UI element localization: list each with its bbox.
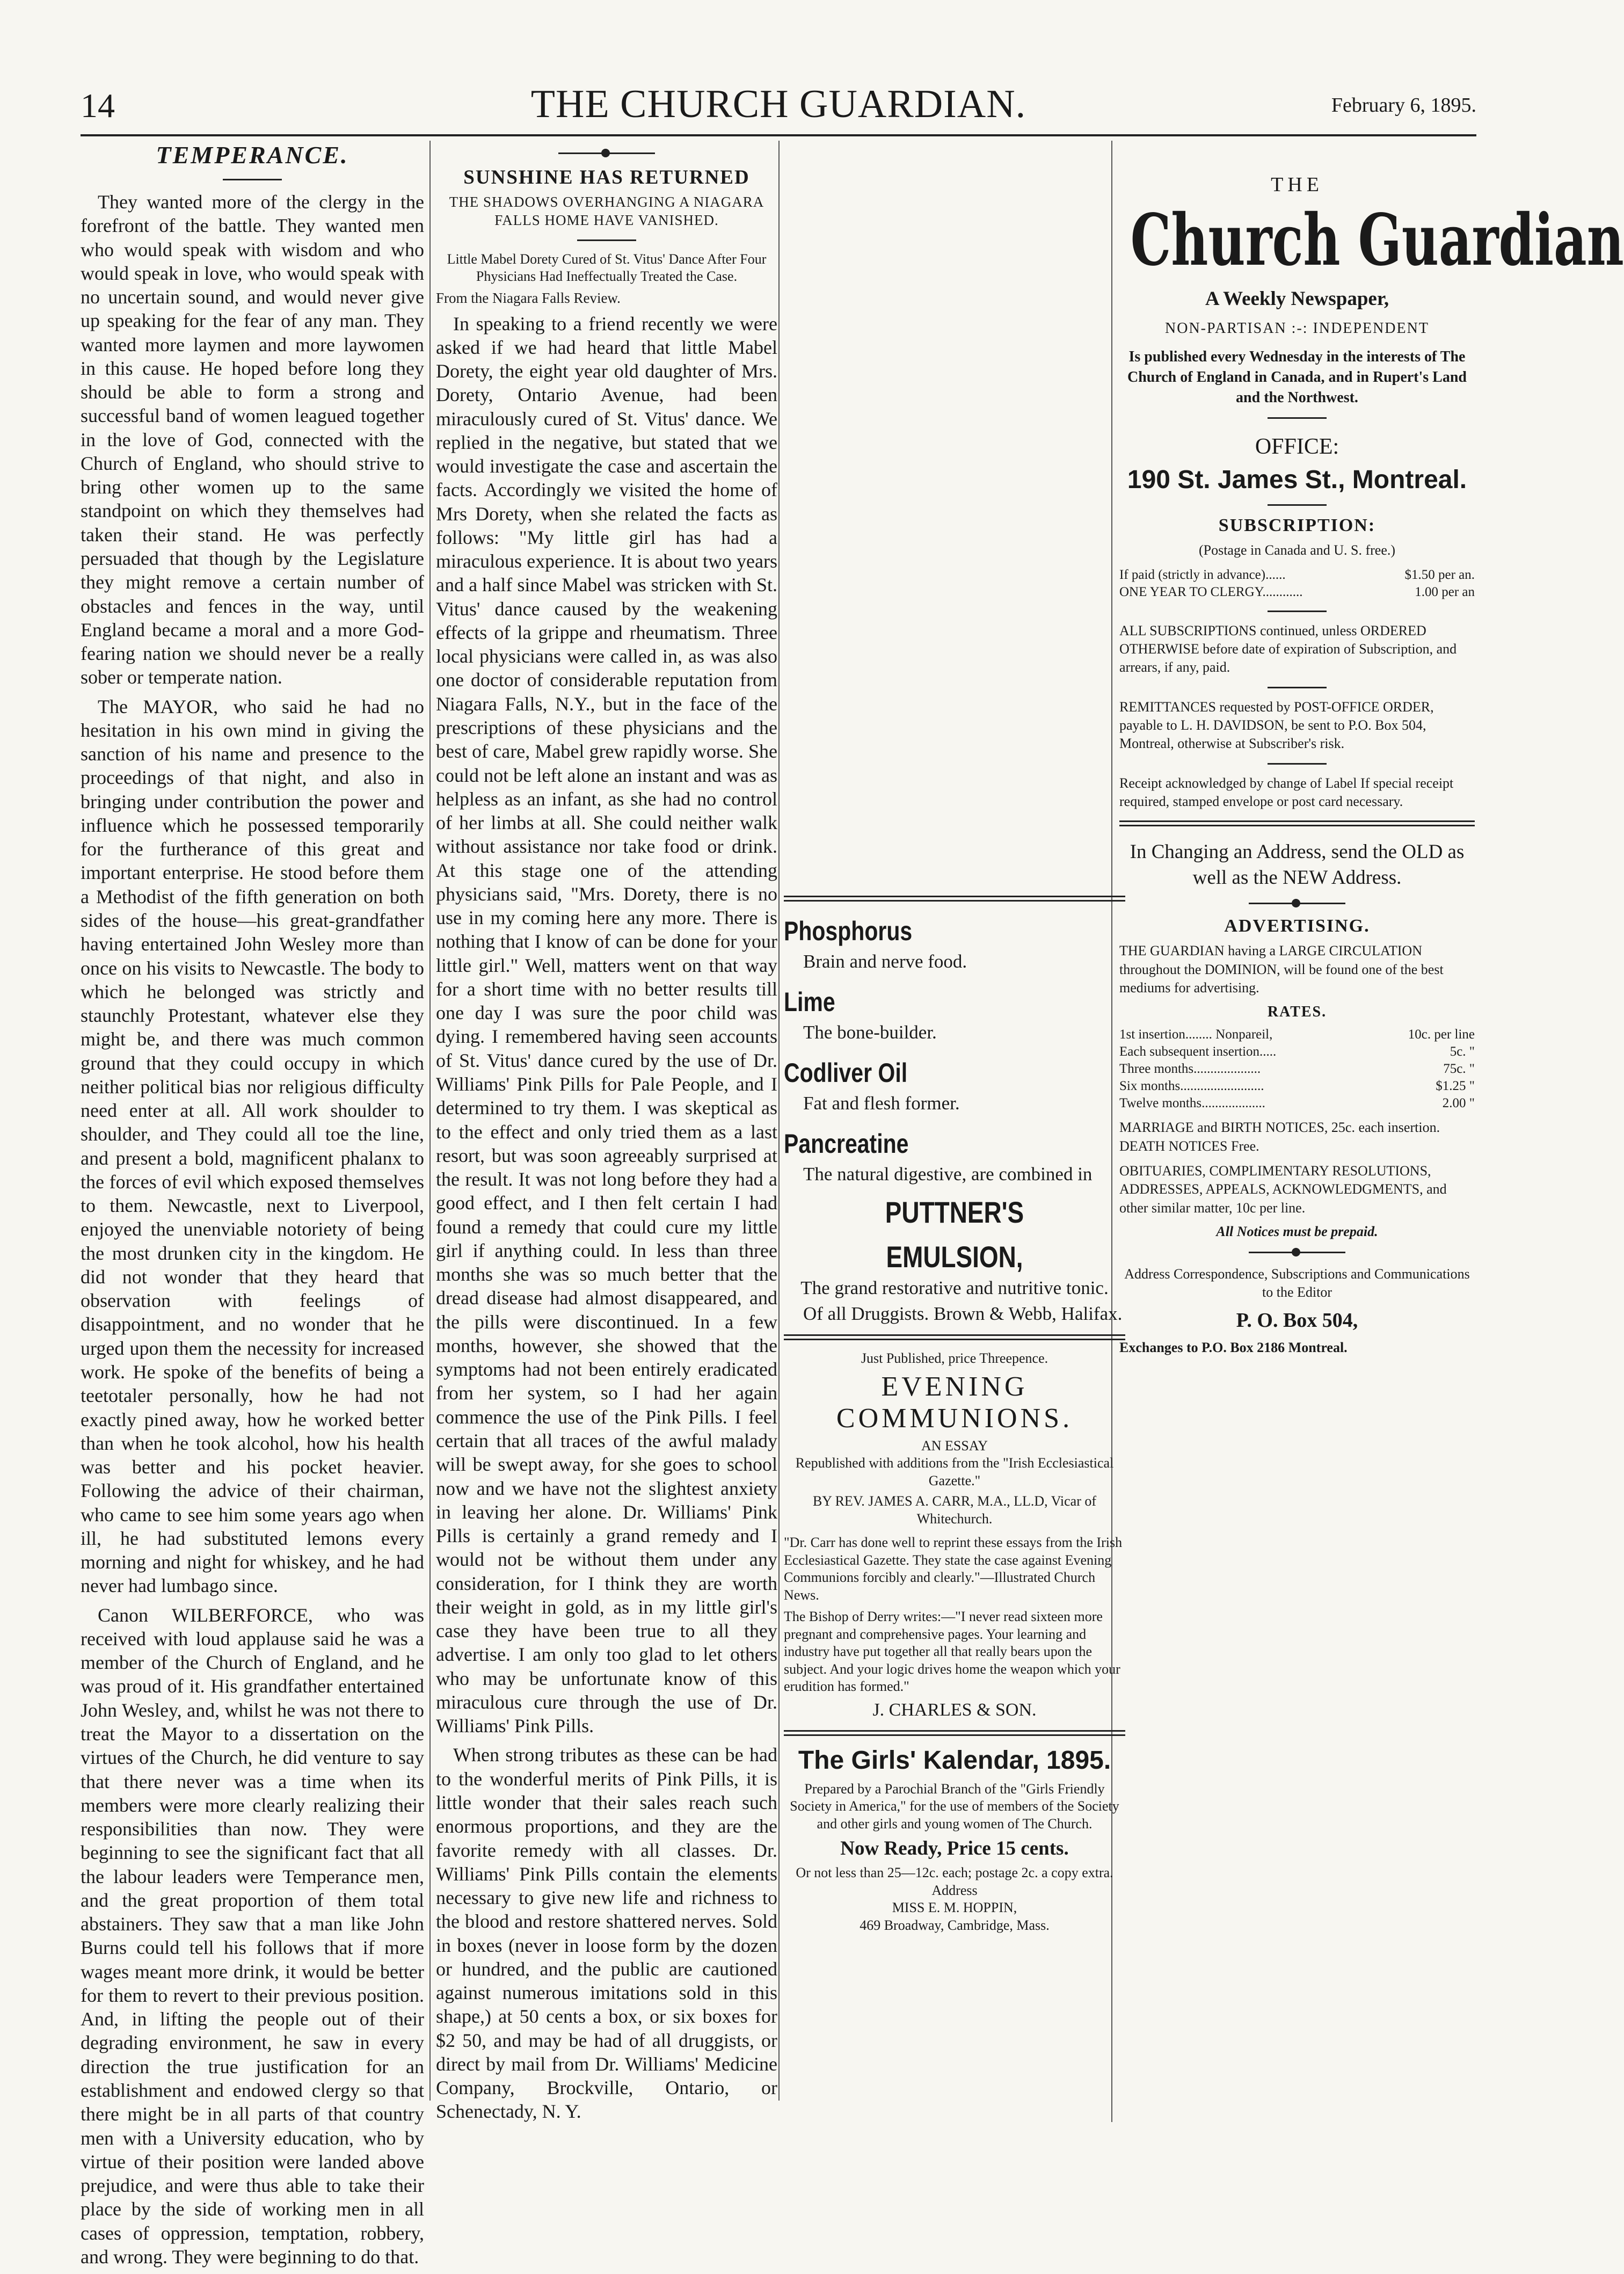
table-row <box>1119 1078 1475 1095</box>
divider <box>1249 903 1345 904</box>
masthead-nonpartisan: NON-PARTISAN :-: INDEPENDENT <box>1165 320 1429 337</box>
kalendar-ad <box>784 1746 1125 1935</box>
article-paragraph: The MAYOR, who said he had no hesitation in his own mind in giving the sanction of his name and presence to the proceedings of that night, and also in bringing under contribution the power and influence which he possessed temporarily for the furtherance of this great and important enterprise. He stood before them a Methodist of the fifth generation on both sides of the house—his great-grandfather having entertained John Wesley more than once on his visits to Newcastle. The body to which he belonged was strictly and staunchly Protestant, whatever else they might be, and there was much common ground that they could occupy in which neither political bias nor religious difficulty need enter at all. All work shoulder to shoulder, and They could all toe the line, and present a bold, magnificent phalanx to the forces of evil which exposed themselves to them. Newcastle, next to Liverpool, enjoyed the unenviable notoriety of being the most drunken city in the kingdom. He did not wonder that they heard that observation with feelings of disappointment, and no wonder that he urged upon them the necessity for increased work. He spoke of the benefits of being a teetotaler personally, how he had not exactly pined away, how he worked better than when he took alcohol, how his health was better and his pocket heavier. Following the advice of their chairman, who came to see him some years ago when ill, he had substituted lemons every morning and night for whiskey, and he had never had lumbago since. <box>81 695 424 1597</box>
puttner-sold: Of all Druggists. Brown & Webb, Halifax. <box>803 1303 1123 1324</box>
divider <box>784 1730 1125 1736</box>
divider <box>784 896 1125 902</box>
table-cell: Six months......................... <box>1119 1079 1264 1094</box>
divider <box>1268 417 1327 419</box>
table-cell: ONE YEAR TO CLERGY............ <box>1119 584 1303 599</box>
kalendar-addressee: MISS E. M. HOPPIN, <box>892 1900 1017 1915</box>
communions-ad <box>784 1350 1125 1720</box>
divider <box>1268 611 1327 612</box>
sunshine-subtitle: THE SHADOWS OVERHANGING A NIAGARA FALLS HOME HAVE VANISHED. <box>449 194 764 228</box>
ad-item-desc: Fat and flesh former. <box>803 1093 960 1114</box>
table-cell: 1st insertion........ Nonpareil, <box>1119 1027 1273 1042</box>
ad-item-desc: Brain and nerve food. <box>803 951 967 972</box>
ad-item-name: Pancreatine <box>784 1129 909 1159</box>
communions-author: BY REV. JAMES A. CARR, M.A., LL.D, Vicar of Whitechurch. <box>812 1493 1097 1527</box>
divider <box>223 179 282 180</box>
po-box: P. O. Box 504, <box>1236 1309 1358 1332</box>
table-cell: 1.00 per an <box>1415 584 1475 599</box>
ad-item-name: Lime <box>784 987 835 1017</box>
column-temperance <box>81 141 424 2274</box>
puttner-brand: PUTTNER'S <box>885 1195 1024 1229</box>
masthead-published: Is published every Wednesday in the interests of The Church of England in Canada, and in Rupert's Land and the Northwest. <box>1127 348 1467 406</box>
table-cell: Three months.................... <box>1119 1062 1261 1077</box>
communions-publisher: J. CHARLES & SON. <box>872 1699 1037 1720</box>
table-cell: If paid (strictly in advance)...... <box>1119 567 1286 582</box>
table-row <box>1119 1026 1475 1043</box>
sunshine-title: SUNSHINE HAS RETURNED <box>463 166 750 188</box>
correspondence-notice: Address Correspondence, Subscriptions and Communications to the Editor <box>1124 1266 1470 1301</box>
column-sunshine <box>436 141 777 2129</box>
table-row <box>1119 566 1475 584</box>
marriage-notice: MARRIAGE and BIRTH NOTICES, 25c. each insertion. DEATH NOTICES Free. <box>1119 1120 1440 1154</box>
table-cell: Twelve months................... <box>1119 1096 1265 1111</box>
ad-item-name: Phosphorus <box>784 916 913 946</box>
communions-quote: "Dr. Carr has done well to reprint these essays from the Irish Ecclesiastical Gazette. They state the case against Evening Communions forcibly and clearly."—Illustrated Church News. <box>784 1535 1123 1603</box>
change-address-notice: In Changing an Address, send the OLD as well as the NEW Address. <box>1130 841 1465 889</box>
column-ads <box>784 886 1125 1934</box>
temperance-title: TEMPERANCE. <box>156 141 349 169</box>
subscription-continued: ALL SUBSCRIPTIONS continued, unless ORDERED OTHERWISE before date of expiration of Subscription, and arrears, if any, paid. <box>1119 622 1457 675</box>
kalendar-address: 469 Broadway, Cambridge, Mass. <box>860 1917 1050 1933</box>
obituaries-notice: OBITUARIES, COMPLIMENTARY RESOLUTIONS, ADDRESSES, APPEALS, ACKNOWLEDGMENTS, and other similar matter, 10c per line. <box>1119 1163 1447 1216</box>
table-row <box>1119 1043 1475 1060</box>
table-row <box>1119 1095 1475 1112</box>
puttner-tagline: The grand restorative and nutritive tonic. <box>800 1277 1109 1298</box>
kalendar-title: The Girls' Kalendar, 1895. <box>798 1746 1111 1775</box>
ad-item-name: Codliver Oil <box>784 1058 908 1088</box>
article-paragraph: When strong tributes as these can be had to the wonderful merits of Pink Pills, it is little wonder that their sales reach such enormous proportions, and they are the favorite remedy with all classes. Dr. Williams' Pink Pills contain the elements necessary to give new life and richness to the blood and restore shattered nerves. Sold in boxes (never in loose form by the dozen or hundred, and the public are cautioned against numerous imitations sold in this shape,) at 50 cents a box, or six boxes for $2 50, and may be had of all druggists, or direct by mail from Dr. Williams' Medicine Company, Brockville, Ontario, or Schenectady, N. Y. <box>436 1744 777 2123</box>
header-rule <box>81 134 1476 136</box>
divider <box>1268 763 1327 765</box>
sunshine-deck: Little Mabel Dorety Cured of St. Vitus' Dance After Four Physicians Had Ineffectually Treated the Case. <box>447 251 767 284</box>
divider <box>1249 1252 1345 1253</box>
article-paragraph: They wanted more of the clergy in the forefront of the battle. They wanted men who would speak with wisdom and who would speak in love, who would speak with no uncertain sound, and would never give up speaking for the fear of any man. They wanted more laymen and more laywomen in this cause. He hoped before long they should be able to form a strong and successful band of women leagued together in the love of God, connected with the Church of England, who should strive to bring other women up to the same standpoint on which they themselves had taken their stand. He was perfectly persuaded that though by the Legislature they might remove a certain number of obstacles and fences in the way, until England became a moral and a more God-fearing nation we should never be a really sober or temperate nation. <box>81 191 424 688</box>
table-cell: 75c. " <box>1443 1062 1475 1077</box>
divider <box>1119 820 1475 826</box>
office-address: 190 St. James St., Montreal. <box>1127 466 1467 495</box>
issue-date: February 6, 1895. <box>1331 94 1476 117</box>
ad-item-desc: The bone-builder. <box>803 1022 937 1043</box>
puttner-brand: EMULSION, <box>886 1240 1023 1274</box>
divider <box>1268 687 1327 688</box>
advertising-title: ADVERTISING. <box>1224 916 1370 936</box>
communions-republished: Republished with additions from the "Irish Ecclesiastical Gazette." <box>795 1455 1114 1488</box>
divider <box>1268 504 1327 506</box>
communions-quote: The Bishop of Derry writes:—"I never read sixteen more pregnant and comprehensive pages. Your learning and industry have put together all that really bears upon the subject. And your logic drives home the weapon which your erudition has formed." <box>784 1609 1120 1694</box>
table-cell: 5c. " <box>1450 1044 1475 1059</box>
subscription-postage: (Postage in Canada and U. S. free.) <box>1198 542 1396 558</box>
table-cell: $1.25 " <box>1436 1079 1475 1094</box>
table-cell: Each subsequent insertion..... <box>1119 1044 1277 1059</box>
table-cell: 10c. per line <box>1408 1027 1475 1042</box>
table-row <box>1119 584 1475 601</box>
sunshine-source: From the Niagara Falls Review. <box>436 289 621 306</box>
communions-title: EVENING COMMUNIONS. <box>836 1371 1073 1434</box>
divider <box>577 239 636 241</box>
article-paragraph: Canon WILBERFORCE, who was received with loud applause said he was a member of the Church of England, and he was proud of it. His grandfather entertained John Wesley, and, whilst he was not there to treat the Mayor to a dissertation on the virtues of the Church, he did venture to say that there never was a time when its members were more clearly realizing their responsibilities than now. They were beginning to see the significant fact that all the labour leaders were Temperance men, and the great proportion of them total abstainers. They saw that a man like John Burns could tell his follows that if more wages meant more drink, it would be better for them to revert to their previous position. And, in lifting the people out of their degrading environment, he saw in every direction the true justification for an establishment and endowed clergy so that there might be in all parts of that country men with a University education, who by virtue of their position were landed above prejudice, and were thus able to take their place by the side of working men in all cases of oppression, temptation, robbery, and wrong. They were beginning to do that. <box>81 1604 424 2268</box>
masthead-name: Church Guardian <box>1130 199 1624 282</box>
communions-just: Just Published, price Threepence. <box>861 1350 1048 1366</box>
ad-item-desc: The natural digestive, are combined in <box>803 1164 1093 1185</box>
table-cell: $1.50 per an. <box>1404 567 1475 582</box>
article-paragraph: In speaking to a friend recently we were asked if we had heard that little Mabel Dorety, the eight year old daughter of Mrs. Dorety, Ontario Avenue, had been miraculously cured of St. Vitus' dance. We replied in the negative, but stated that we would investigate the case and ascertain the facts. Accordingly we visited the home of Mrs Dorety, when she related the facts as follows: "My little girl has had a miraculous experience. It is about two years and a half since Mabel was stricken with St. Vitus' dance caused by the weakening effects of la grippe and rheumatism. Three local physicians were called in, as was also one doctor of considerable reputation from Niagara Falls, N.Y., but in the face of the prescriptions of these physicians and the best of care, Mabel grew rapidly worse. She could not be left alone an instant and was as helpless as an infant, as she had no control of her limbs at all. She could neither walk without assistance nor take food or drink. At this stage one of the attending physicians said, "Mrs. Dorety, there is no use in my coming here any more. There is nothing that I know of can be done for your little girl." Well, matters went on that way for a short time with no better results till one day I was sure the poor child was dying. I remembered having seen accounts of St. Vitus' dance cured by the use of Dr. Williams' Pink Pills for Pale People, and I determined to try them. I was skeptical as to the effect and only tried them as a last resort, but was soon agreeably surprised at the result. It was not long before they had a good effect, and I then felt certain I had found a remedy that could cure my little girl if anything could. In less than three months she was so much better that the dread disease had almost disappeared, and the pills were discontinued. In a few months, however, she showed that the symptoms had not been entirely eradicated from her system, so I had her again commence the use of the Pink Pills. I feel certain that all traces of the awful malady will be swept away, for she goes to school now and we have not the slightest anxiety in leaving her alone. Dr. Williams' Pink Pills is certainly a grand remedy and I would not be without them under any consideration, for I think they are worth their weight in gold, as in my little girl's case they have been true to all they advertise. I am only too glad to let others who may be unfortunate know of this miraculous cure through the use of Dr. Williams' Pink Pills. <box>436 313 777 1737</box>
subscription-receipt: Receipt acknowledged by change of Label If special receipt required, stamped envelope or post card necessary. <box>1119 775 1454 809</box>
advertising-intro: THE GUARDIAN having a LARGE CIRCULATION throughout the DOMINION, will be found one of the best mediums for advertising. <box>1119 943 1444 996</box>
exchanges-notice: Exchanges to P.O. Box 2186 Montreal. <box>1119 1339 1348 1355</box>
subscription-table <box>1119 566 1475 601</box>
column-masthead <box>1119 141 1624 1363</box>
prepaid-notice: All Notices must be prepaid. <box>1216 1223 1378 1239</box>
column-divider <box>429 141 431 2101</box>
rates-table <box>1119 1026 1475 1112</box>
rates-title: RATES. <box>1267 1004 1327 1021</box>
divider <box>784 1334 1125 1340</box>
column-divider <box>778 141 780 2101</box>
kalendar-terms: Or not less than 25—12c. each; postage 2c. a copy extra. Address <box>796 1865 1113 1898</box>
kalendar-body: Prepared by a Parochial Branch of the "Girls Friendly Society in America," for the use of members of the Society and other girls and young women of The Church. <box>790 1781 1119 1832</box>
subscription-remittances: REMITTANCES requested by POST-OFFICE ORDER, payable to L. H. DAVIDSON, be sent to P.O. Box 504, Montreal, otherwise at Subscriber's risk. <box>1119 699 1434 752</box>
page-header <box>81 81 1476 132</box>
divider <box>558 152 655 154</box>
page-number: 14 <box>81 86 115 125</box>
puttner-ad <box>784 916 1125 1325</box>
communions-essay: AN ESSAY <box>921 1437 988 1454</box>
kalendar-price: Now Ready, Price 15 cents. <box>840 1837 1069 1859</box>
newspaper-title: THE CHURCH GUARDIAN. <box>530 82 1026 126</box>
table-row <box>1119 1060 1475 1078</box>
table-cell: 2.00 " <box>1442 1096 1475 1111</box>
masthead-weekly: A Weekly Newspaper, <box>1205 288 1389 310</box>
subscription-title: SUBSCRIPTION: <box>1218 515 1376 536</box>
masthead-the: THE <box>1271 173 1323 196</box>
office-label: OFFICE: <box>1255 434 1339 460</box>
